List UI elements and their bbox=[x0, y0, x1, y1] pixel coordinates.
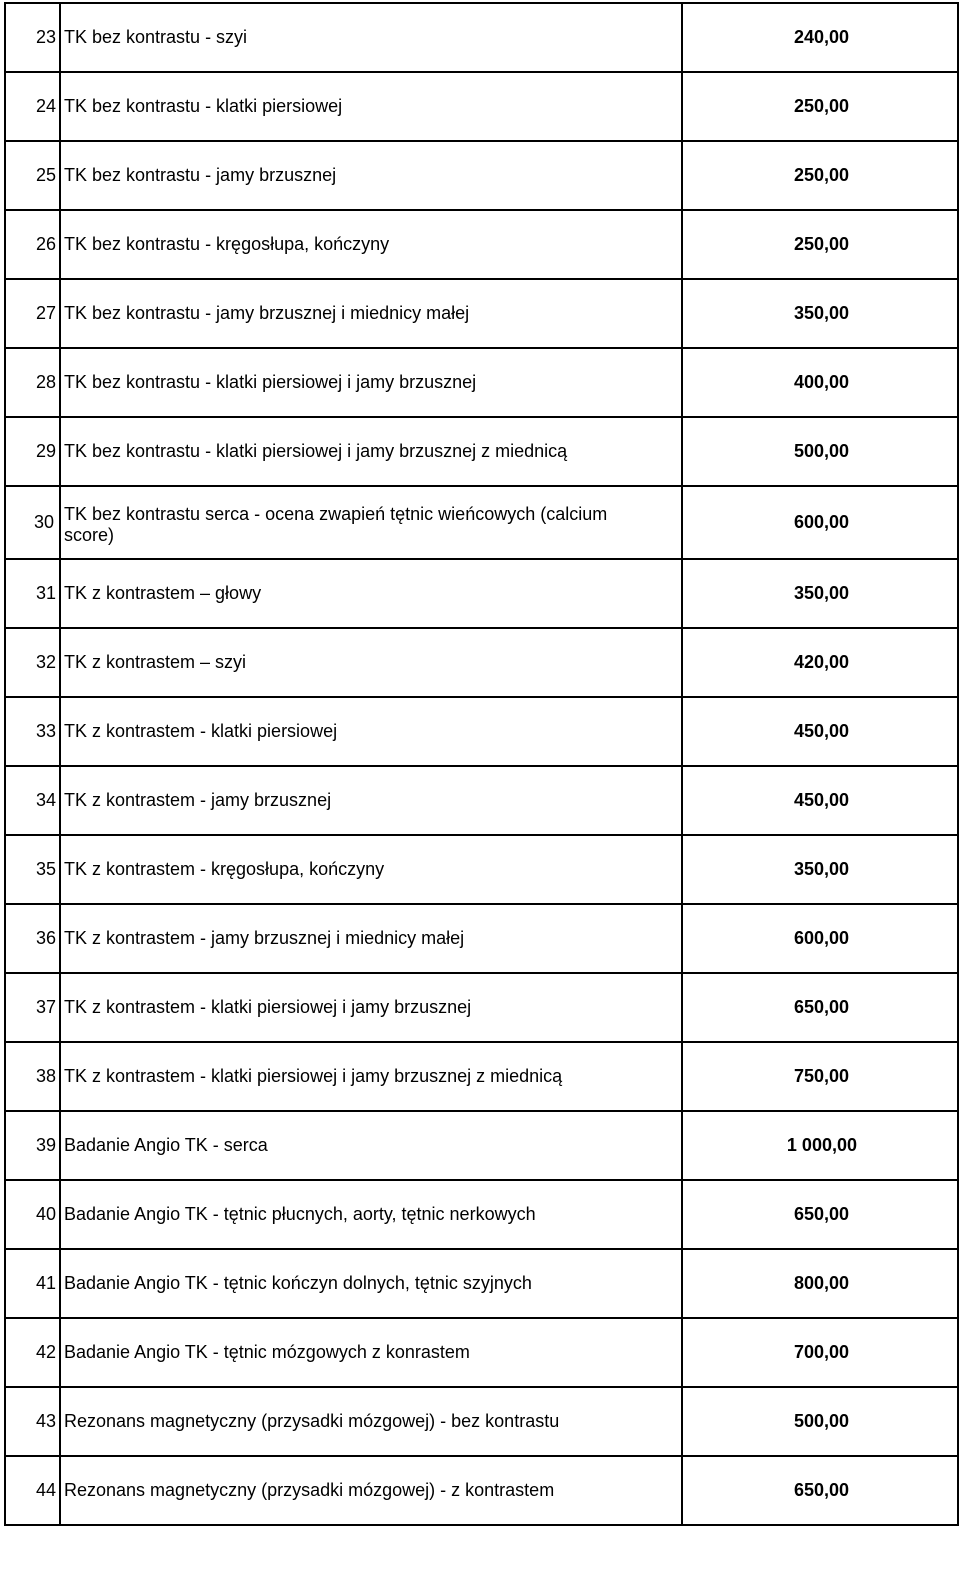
row-number: 32 bbox=[5, 628, 60, 697]
exam-name: TK bez kontrastu - klatki piersiowej bbox=[60, 72, 682, 141]
table-row bbox=[5, 72, 958, 141]
row-number: 29 bbox=[5, 417, 60, 486]
table-row bbox=[5, 1111, 958, 1180]
table-row bbox=[5, 1180, 958, 1249]
exam-name: TK z kontrastem - klatki piersiowej i jamy brzusznej z miednicą bbox=[60, 1042, 682, 1111]
row-number: 41 bbox=[5, 1249, 60, 1318]
exam-price: 350,00 bbox=[682, 559, 958, 628]
exam-price: 240,00 bbox=[682, 3, 958, 72]
exam-price: 650,00 bbox=[682, 1180, 958, 1249]
table-row bbox=[5, 904, 958, 973]
row-number: 27 bbox=[5, 279, 60, 348]
exam-price: 400,00 bbox=[682, 348, 958, 417]
exam-name: TK z kontrastem - kręgosłupa, kończyny bbox=[60, 835, 682, 904]
exam-name: TK z kontrastem – głowy bbox=[60, 559, 682, 628]
table-row bbox=[5, 973, 958, 1042]
exam-name: Badanie Angio TK - serca bbox=[60, 1111, 682, 1180]
table-row bbox=[5, 559, 958, 628]
row-number: 34 bbox=[5, 766, 60, 835]
table-row bbox=[5, 3, 958, 72]
row-number: 37 bbox=[5, 973, 60, 1042]
row-number: 26 bbox=[5, 210, 60, 279]
exam-name: TK z kontrastem - klatki piersiowej bbox=[60, 697, 682, 766]
exam-name: TK bez kontrastu - klatki piersiowej i jamy brzusznej bbox=[60, 348, 682, 417]
table-row bbox=[5, 628, 958, 697]
exam-name: TK bez kontrastu - szyi bbox=[60, 3, 682, 72]
table-row bbox=[5, 835, 958, 904]
exam-name: TK z kontrastem - jamy brzusznej bbox=[60, 766, 682, 835]
exam-name: Rezonans magnetyczny (przysadki mózgowej) - z kontrastem bbox=[60, 1456, 682, 1525]
exam-price: 250,00 bbox=[682, 210, 958, 279]
table-row bbox=[5, 766, 958, 835]
exam-price: 800,00 bbox=[682, 1249, 958, 1318]
exam-name: TK bez kontrastu - klatki piersiowej i jamy brzusznej z miednicą bbox=[60, 417, 682, 486]
exam-price: 650,00 bbox=[682, 973, 958, 1042]
exam-price: 700,00 bbox=[682, 1318, 958, 1387]
row-number: 33 bbox=[5, 697, 60, 766]
exam-price: 350,00 bbox=[682, 835, 958, 904]
row-number: 43 bbox=[5, 1387, 60, 1456]
table-row bbox=[5, 348, 958, 417]
exam-price: 500,00 bbox=[682, 417, 958, 486]
table-row bbox=[5, 1249, 958, 1318]
row-number: 35 bbox=[5, 835, 60, 904]
row-number: 39 bbox=[5, 1111, 60, 1180]
exam-price: 450,00 bbox=[682, 766, 958, 835]
exam-price: 250,00 bbox=[682, 141, 958, 210]
table-row bbox=[5, 417, 958, 486]
exam-name: Badanie Angio TK - tętnic płucnych, aorty, tętnic nerkowych bbox=[60, 1180, 682, 1249]
table-row bbox=[5, 210, 958, 279]
row-number: 38 bbox=[5, 1042, 60, 1111]
table-row bbox=[5, 697, 958, 766]
exam-price: 450,00 bbox=[682, 697, 958, 766]
row-number: 36 bbox=[5, 904, 60, 973]
exam-price: 650,00 bbox=[682, 1456, 958, 1525]
exam-name: Badanie Angio TK - tętnic mózgowych z konrastem bbox=[60, 1318, 682, 1387]
exam-name: TK bez kontrastu - jamy brzusznej i miednicy małej bbox=[60, 279, 682, 348]
row-number: 44 bbox=[5, 1456, 60, 1525]
exam-name: TK bez kontrastu - kręgosłupa, kończyny bbox=[60, 210, 682, 279]
exam-price: 750,00 bbox=[682, 1042, 958, 1111]
exam-name: Rezonans magnetyczny (przysadki mózgowej) - bez kontrastu bbox=[60, 1387, 682, 1456]
price-list-body bbox=[5, 3, 958, 1525]
exam-price: 420,00 bbox=[682, 628, 958, 697]
row-number: 30 bbox=[5, 486, 60, 559]
row-number: 42 bbox=[5, 1318, 60, 1387]
table-row bbox=[5, 486, 958, 559]
exam-name: TK z kontrastem - jamy brzusznej i miednicy małej bbox=[60, 904, 682, 973]
exam-name: TK bez kontrastu - jamy brzusznej bbox=[60, 141, 682, 210]
exam-price: 250,00 bbox=[682, 72, 958, 141]
exam-price: 1 000,00 bbox=[682, 1111, 958, 1180]
row-number: 24 bbox=[5, 72, 60, 141]
row-number: 28 bbox=[5, 348, 60, 417]
exam-price: 600,00 bbox=[682, 904, 958, 973]
price-list-table bbox=[4, 2, 959, 1526]
table-row bbox=[5, 279, 958, 348]
row-number: 31 bbox=[5, 559, 60, 628]
table-row bbox=[5, 1318, 958, 1387]
exam-name: Badanie Angio TK - tętnic kończyn dolnych, tętnic szyjnych bbox=[60, 1249, 682, 1318]
row-number: 40 bbox=[5, 1180, 60, 1249]
table-row bbox=[5, 141, 958, 210]
table-row bbox=[5, 1387, 958, 1456]
exam-name: TK z kontrastem - klatki piersiowej i jamy brzusznej bbox=[60, 973, 682, 1042]
exam-price: 350,00 bbox=[682, 279, 958, 348]
exam-price: 500,00 bbox=[682, 1387, 958, 1456]
row-number: 23 bbox=[5, 3, 60, 72]
table-row bbox=[5, 1042, 958, 1111]
exam-name: TK z kontrastem – szyi bbox=[60, 628, 682, 697]
row-number: 25 bbox=[5, 141, 60, 210]
table-row bbox=[5, 1456, 958, 1525]
exam-price: 600,00 bbox=[682, 486, 958, 559]
exam-name: TK bez kontrastu serca - ocena zwapień tętnic wieńcowych (calcium score) bbox=[60, 486, 682, 559]
